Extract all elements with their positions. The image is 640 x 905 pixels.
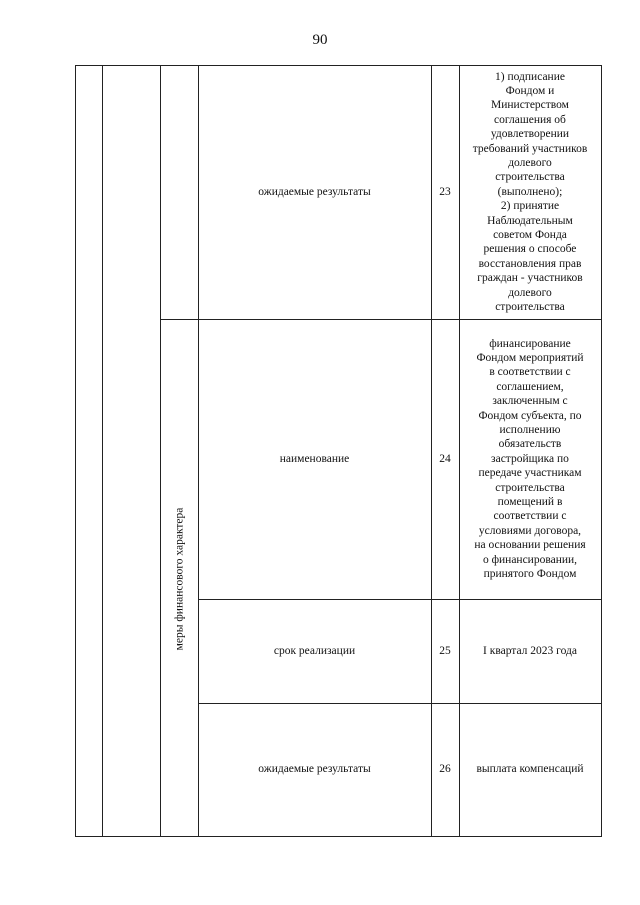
row-number: 25 (439, 644, 451, 657)
row-value: финансирование Фондом мероприятий в соответствии с соглашением, заключенным с Фондом субъекта, по исполнению обязательств застройщика по передаче участникам строительства помещений в соответствии с условиями договора, на основании решения о финансировании, принятого Фондом (474, 337, 586, 581)
group-label: меры финансового характера (173, 507, 185, 650)
row-number: 24 (439, 452, 451, 465)
row-number: 26 (439, 763, 451, 776)
row-label: ожидаемые результаты (258, 185, 371, 198)
row-value: I квартал 2023 года (483, 644, 577, 657)
table-border-bottom (75, 836, 602, 837)
row-value: выплата компенсаций (476, 763, 584, 776)
table-border-left (75, 65, 76, 837)
page-number: 90 (312, 32, 328, 48)
row-label: ожидаемые результаты (258, 763, 371, 776)
table-border-right (601, 65, 602, 837)
group-label-cell (160, 320, 198, 837)
row-label: срок реализации (273, 644, 356, 657)
table-divider (102, 65, 103, 837)
row-number: 23 (439, 185, 451, 198)
row-label: наименование (279, 452, 350, 465)
row-value: 1) подписание Фондом и Министерством соглашения об удовлетворении требований участников долевого строительства (выполнено); 2) принятие Наблюдательным советом Фонда решения о способе восстановления прав граждан - участников долевого строительства (472, 70, 588, 314)
